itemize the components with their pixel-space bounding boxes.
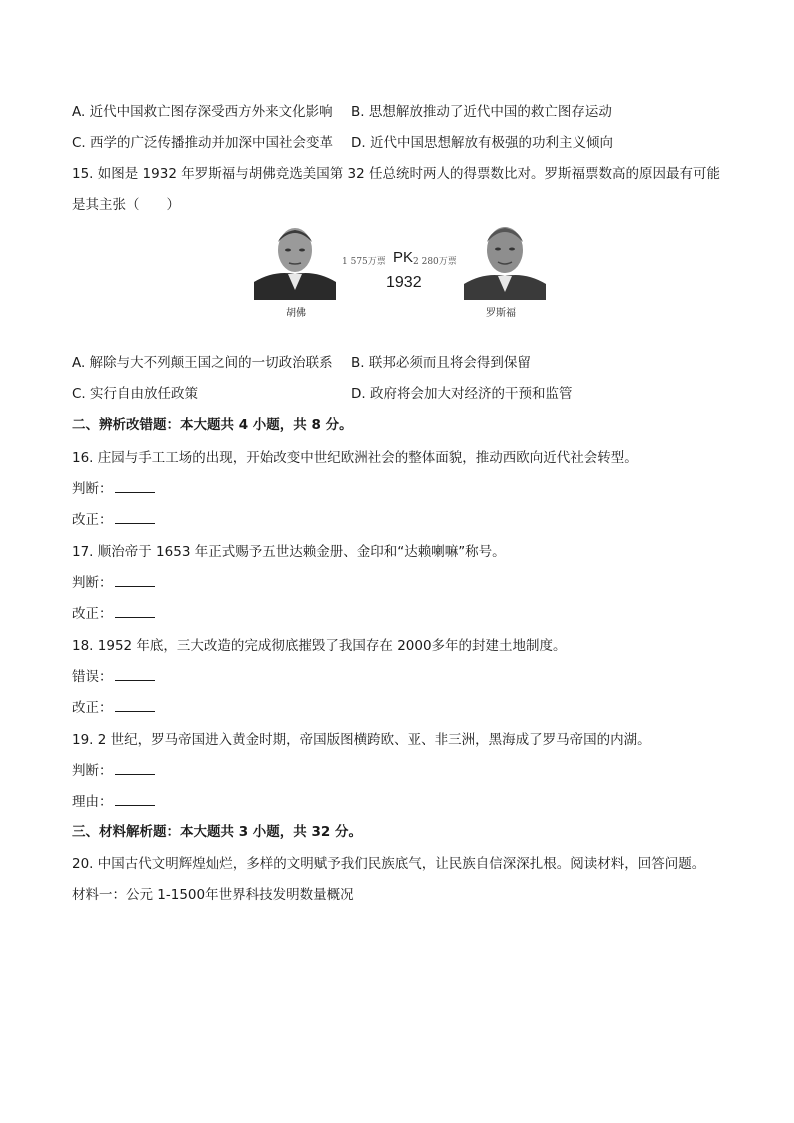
q17-fix-row xyxy=(72,604,155,624)
q19-judge-label: 判断： xyxy=(72,763,113,779)
q16-fix-blank[interactable] xyxy=(115,511,155,524)
q17-judge-blank[interactable] xyxy=(115,574,155,587)
q15-option-b: B. 联邦必须而且将会得到保留 xyxy=(351,355,531,371)
q14-option-b: B. 思想解放推动了近代中国的救亡图存运动 xyxy=(351,104,612,120)
q18-fix-blank[interactable] xyxy=(115,699,155,712)
q14-option-c: C. 西学的广泛传播推动并加深中国社会变革 xyxy=(72,135,334,151)
q16-judge-row xyxy=(72,479,155,499)
section3-title: 三、材料解析题：本大题共 3 小题，共 32 分。 xyxy=(72,824,362,840)
election-figure xyxy=(250,218,550,328)
q17-fix-blank[interactable] xyxy=(115,605,155,618)
q18-error-row xyxy=(72,667,155,687)
q17-judge-label: 判断： xyxy=(72,575,113,591)
q17-judge-row xyxy=(72,573,155,593)
q16-judge-label: 判断： xyxy=(72,481,113,497)
hoover-votes: 1 575万票 xyxy=(342,257,386,267)
q19-reason-row xyxy=(72,792,155,812)
hoover-portrait xyxy=(254,220,336,300)
q20-stem: 20. 中国古代文明辉煌灿烂，多样的文明赋予我们民族底气，让民族自信深深扎根。阅读材料，回答问题。 xyxy=(72,856,706,872)
q19-judge-blank[interactable] xyxy=(115,762,155,775)
q15-option-d: D. 政府将会加大对经济的干预和监管 xyxy=(351,386,573,402)
q18-error-label: 错误： xyxy=(72,669,113,685)
q16-fix-label: 改正： xyxy=(72,512,113,528)
q20-material1: 材料一：公元 1-1500年世界科技发明数量概况 xyxy=(72,887,354,903)
q16-judge-blank[interactable] xyxy=(115,480,155,493)
hoover-caption: 胡佛 xyxy=(286,308,306,319)
q19-reason-label: 理由： xyxy=(72,794,113,810)
q16-fix-row xyxy=(72,510,155,530)
q19-stem: 19. 2 世纪，罗马帝国进入黄金时期，帝国版图横跨欧、亚、非三洲，黑海成了罗马帝国的内湖。 xyxy=(72,732,651,748)
pk-label: PK xyxy=(393,249,414,266)
q14-option-d: D. 近代中国思想解放有极强的功利主义倾向 xyxy=(351,135,613,151)
q15-stem-line1: 15. 如图是 1932 年罗斯福与胡佛竞选美国第 32 任总统时两人的得票数比对。罗斯福票数高的原因最有可能 xyxy=(72,166,720,182)
roosevelt-caption: 罗斯福 xyxy=(486,308,516,319)
section2-title: 二、辨析改错题：本大题共 4 小题，共 8 分。 xyxy=(72,417,353,433)
q15-option-a: A. 解除与大不列颠王国之间的一切政治联系 xyxy=(72,355,333,371)
q15-option-c: C. 实行自由放任政策 xyxy=(72,386,199,402)
q18-fix-row xyxy=(72,698,155,718)
q17-fix-label: 改正： xyxy=(72,606,113,622)
q18-fix-label: 改正： xyxy=(72,700,113,716)
q14-option-a: A. 近代中国救亡图存深受西方外来文化影响 xyxy=(72,104,333,120)
q19-reason-blank[interactable] xyxy=(115,793,155,806)
q18-error-blank[interactable] xyxy=(115,668,155,681)
roosevelt-votes: 2 280万票 xyxy=(413,257,457,267)
roosevelt-portrait xyxy=(464,220,546,300)
q17-stem: 17. 顺治帝于 1653 年正式赐予五世达赖金册、金印和“达赖喇嘛”称号。 xyxy=(72,544,506,560)
q18-stem: 18. 1952 年底，三大改造的完成彻底摧毁了我国存在 2000多年的封建土地制度。 xyxy=(72,638,567,654)
q19-judge-row xyxy=(72,761,155,781)
year-label: 1932 xyxy=(386,274,422,291)
q15-stem-line2: 是其主张（ ） xyxy=(72,197,180,213)
q16-stem: 16. 庄园与手工工场的出现，开始改变中世纪欧洲社会的整体面貌，推动西欧向近代社会转型。 xyxy=(72,450,638,466)
